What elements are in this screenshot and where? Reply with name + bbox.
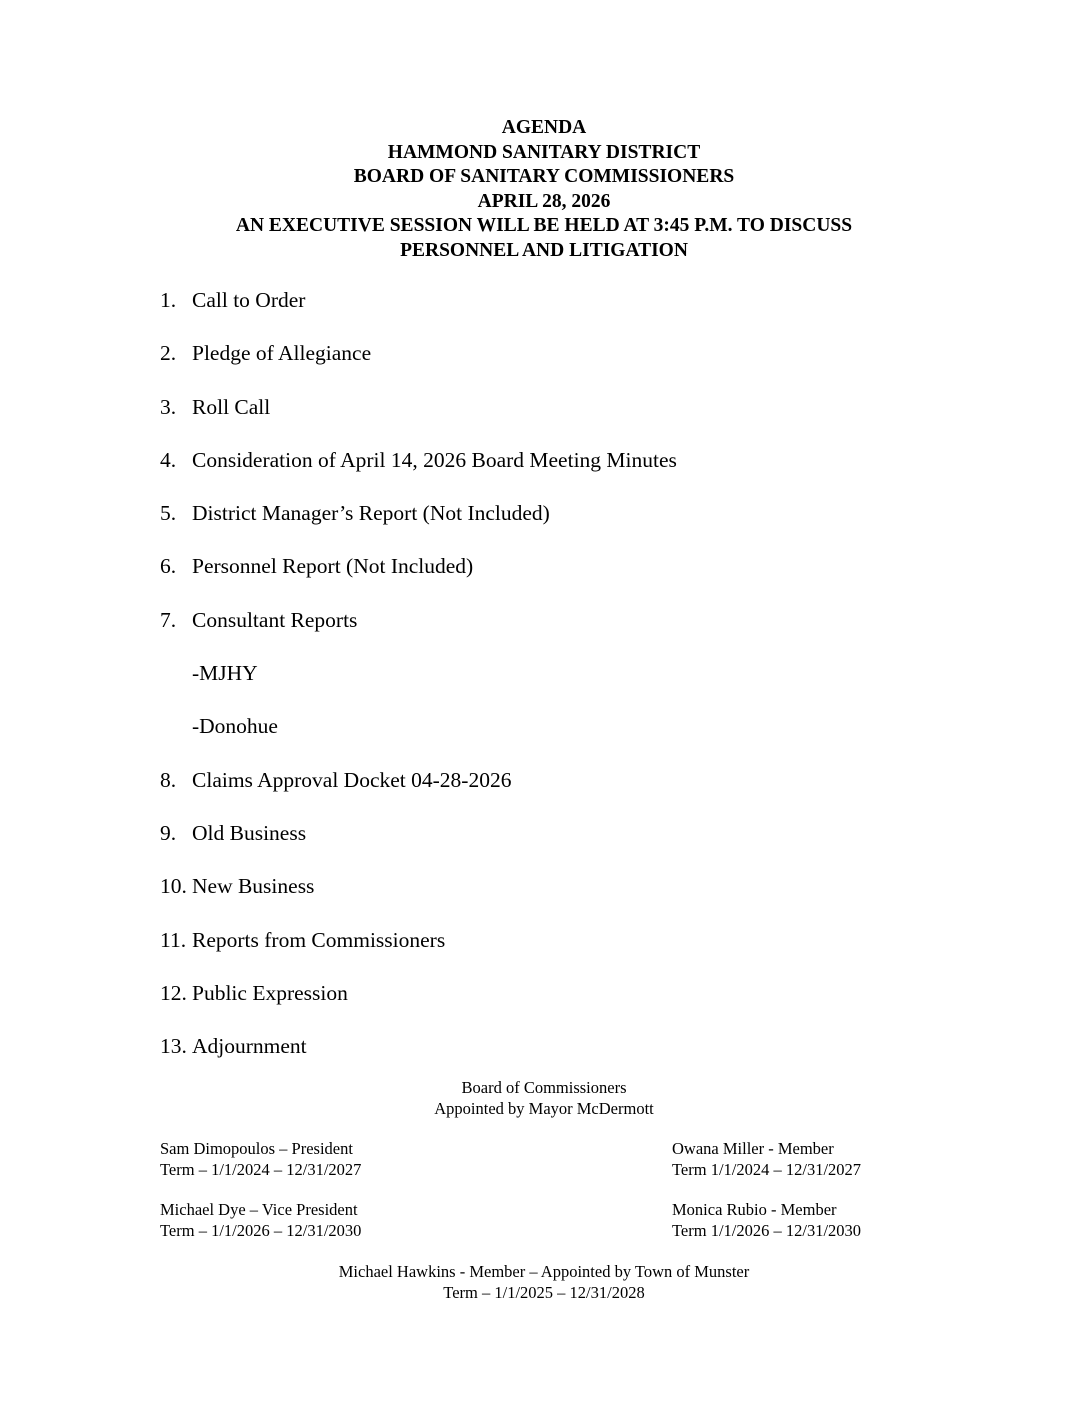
board-title: Board of Commissioners bbox=[461, 1078, 627, 1097]
heading-line-board: BOARD OF SANITARY COMMISSIONERS bbox=[353, 166, 735, 188]
agenda-item-public-expression bbox=[160, 979, 677, 1032]
agenda-subitem-text: -Donohue bbox=[192, 714, 278, 739]
member-term: Term – 1/1/2025 – 12/31/2028 bbox=[443, 1282, 645, 1302]
heading-line-district: HAMMOND SANITARY DISTRICT bbox=[387, 141, 701, 163]
member-name: Monica Rubio - Member bbox=[672, 1200, 837, 1219]
agenda-item-number: 12. bbox=[160, 980, 187, 1005]
agenda-item-text: Personnel Report (Not Included) bbox=[192, 554, 474, 579]
member-president bbox=[160, 1139, 361, 1180]
agenda-item-personnel-report bbox=[160, 552, 677, 605]
agenda-subitem-donohue bbox=[160, 712, 677, 765]
agenda-item-number: 11. bbox=[160, 927, 187, 952]
agenda-item-text: Claims Approval Docket 04-28-2026 bbox=[192, 767, 512, 792]
board-subtitle: Appointed by Mayor McDermott bbox=[434, 1098, 654, 1118]
heading-line-agenda: AGENDA bbox=[501, 117, 587, 138]
member-monica-rubio bbox=[672, 1200, 861, 1241]
member-term: Term – 1/1/2024 – 12/31/2027 bbox=[160, 1159, 362, 1179]
agenda-item-number: 3. bbox=[160, 394, 177, 419]
agenda-item-number: 9. bbox=[160, 820, 177, 845]
heading-line-date: APRIL 28, 2026 bbox=[477, 190, 611, 212]
agenda-heading bbox=[0, 116, 1088, 264]
agenda-item-new-business bbox=[160, 872, 677, 925]
member-michael-hawkins bbox=[0, 1262, 1088, 1303]
member-name: Owana Miller - Member bbox=[672, 1139, 834, 1158]
member-row bbox=[160, 1200, 900, 1261]
agenda-item-number: 13. bbox=[160, 1034, 187, 1059]
agenda-item-call-to-order bbox=[160, 286, 677, 339]
member-owana-miller bbox=[672, 1139, 861, 1180]
agenda-item-number: 10. bbox=[160, 874, 187, 899]
member-term: Term 1/1/2026 – 12/31/2030 bbox=[672, 1220, 862, 1240]
member-term: Term – 1/1/2026 – 12/31/2030 bbox=[160, 1220, 362, 1240]
agenda-item-number: 4. bbox=[160, 447, 177, 472]
heading-line-session: AN EXECUTIVE SESSION WILL BE HELD AT 3:45 P.M. TO DISCUSS bbox=[235, 215, 853, 237]
member-term: Term 1/1/2024 – 12/31/2027 bbox=[672, 1159, 862, 1179]
agenda-item-minutes bbox=[160, 446, 677, 499]
agenda-item-text: Roll Call bbox=[192, 394, 271, 419]
heading-line-topics: PERSONNEL AND LITIGATION bbox=[400, 239, 688, 261]
member-vice-president bbox=[160, 1200, 361, 1241]
member-row bbox=[160, 1139, 900, 1200]
agenda-item-claims-docket bbox=[160, 766, 677, 819]
agenda-item-manager-report bbox=[160, 499, 677, 552]
agenda-subitem-mjhy bbox=[160, 659, 677, 712]
agenda-item-roll-call bbox=[160, 393, 677, 446]
board-heading bbox=[0, 1078, 1088, 1119]
agenda-item-text: Pledge of Allegiance bbox=[192, 341, 372, 366]
agenda-item-number: 5. bbox=[160, 501, 177, 526]
member-name: Sam Dimopoulos – President bbox=[160, 1139, 353, 1158]
agenda-subitem-text: -MJHY bbox=[192, 661, 258, 686]
agenda-item-number: 2. bbox=[160, 341, 177, 366]
agenda-item-text: Old Business bbox=[192, 820, 307, 845]
agenda-item-number: 1. bbox=[160, 288, 177, 312]
agenda-item-number: 7. bbox=[160, 607, 177, 632]
agenda-item-consultant-reports bbox=[160, 606, 677, 659]
agenda-item-text: New Business bbox=[192, 874, 315, 899]
member-name: Michael Hawkins - Member – Appointed by Town of Munster bbox=[338, 1262, 750, 1281]
agenda-item-text: Adjournment bbox=[192, 1034, 307, 1059]
agenda-item-text: Call to Order bbox=[192, 288, 306, 312]
agenda-item-number: 8. bbox=[160, 767, 177, 792]
agenda-item-pledge bbox=[160, 339, 677, 392]
agenda-item-text: Consultant Reports bbox=[192, 607, 358, 632]
agenda-item-commissioner-reports bbox=[160, 926, 677, 979]
agenda-item-text: Reports from Commissioners bbox=[192, 927, 446, 952]
agenda-list bbox=[160, 286, 677, 1085]
member-name: Michael Dye – Vice President bbox=[160, 1200, 358, 1219]
agenda-item-text: District Manager’s Report (Not Included) bbox=[192, 501, 550, 526]
agenda-item-text: Consideration of April 14, 2026 Board Meeting Minutes bbox=[192, 447, 677, 472]
agenda-item-old-business bbox=[160, 819, 677, 872]
board-members bbox=[160, 1139, 900, 1261]
agenda-item-number: 6. bbox=[160, 554, 177, 579]
agenda-item-text: Public Expression bbox=[192, 980, 348, 1005]
